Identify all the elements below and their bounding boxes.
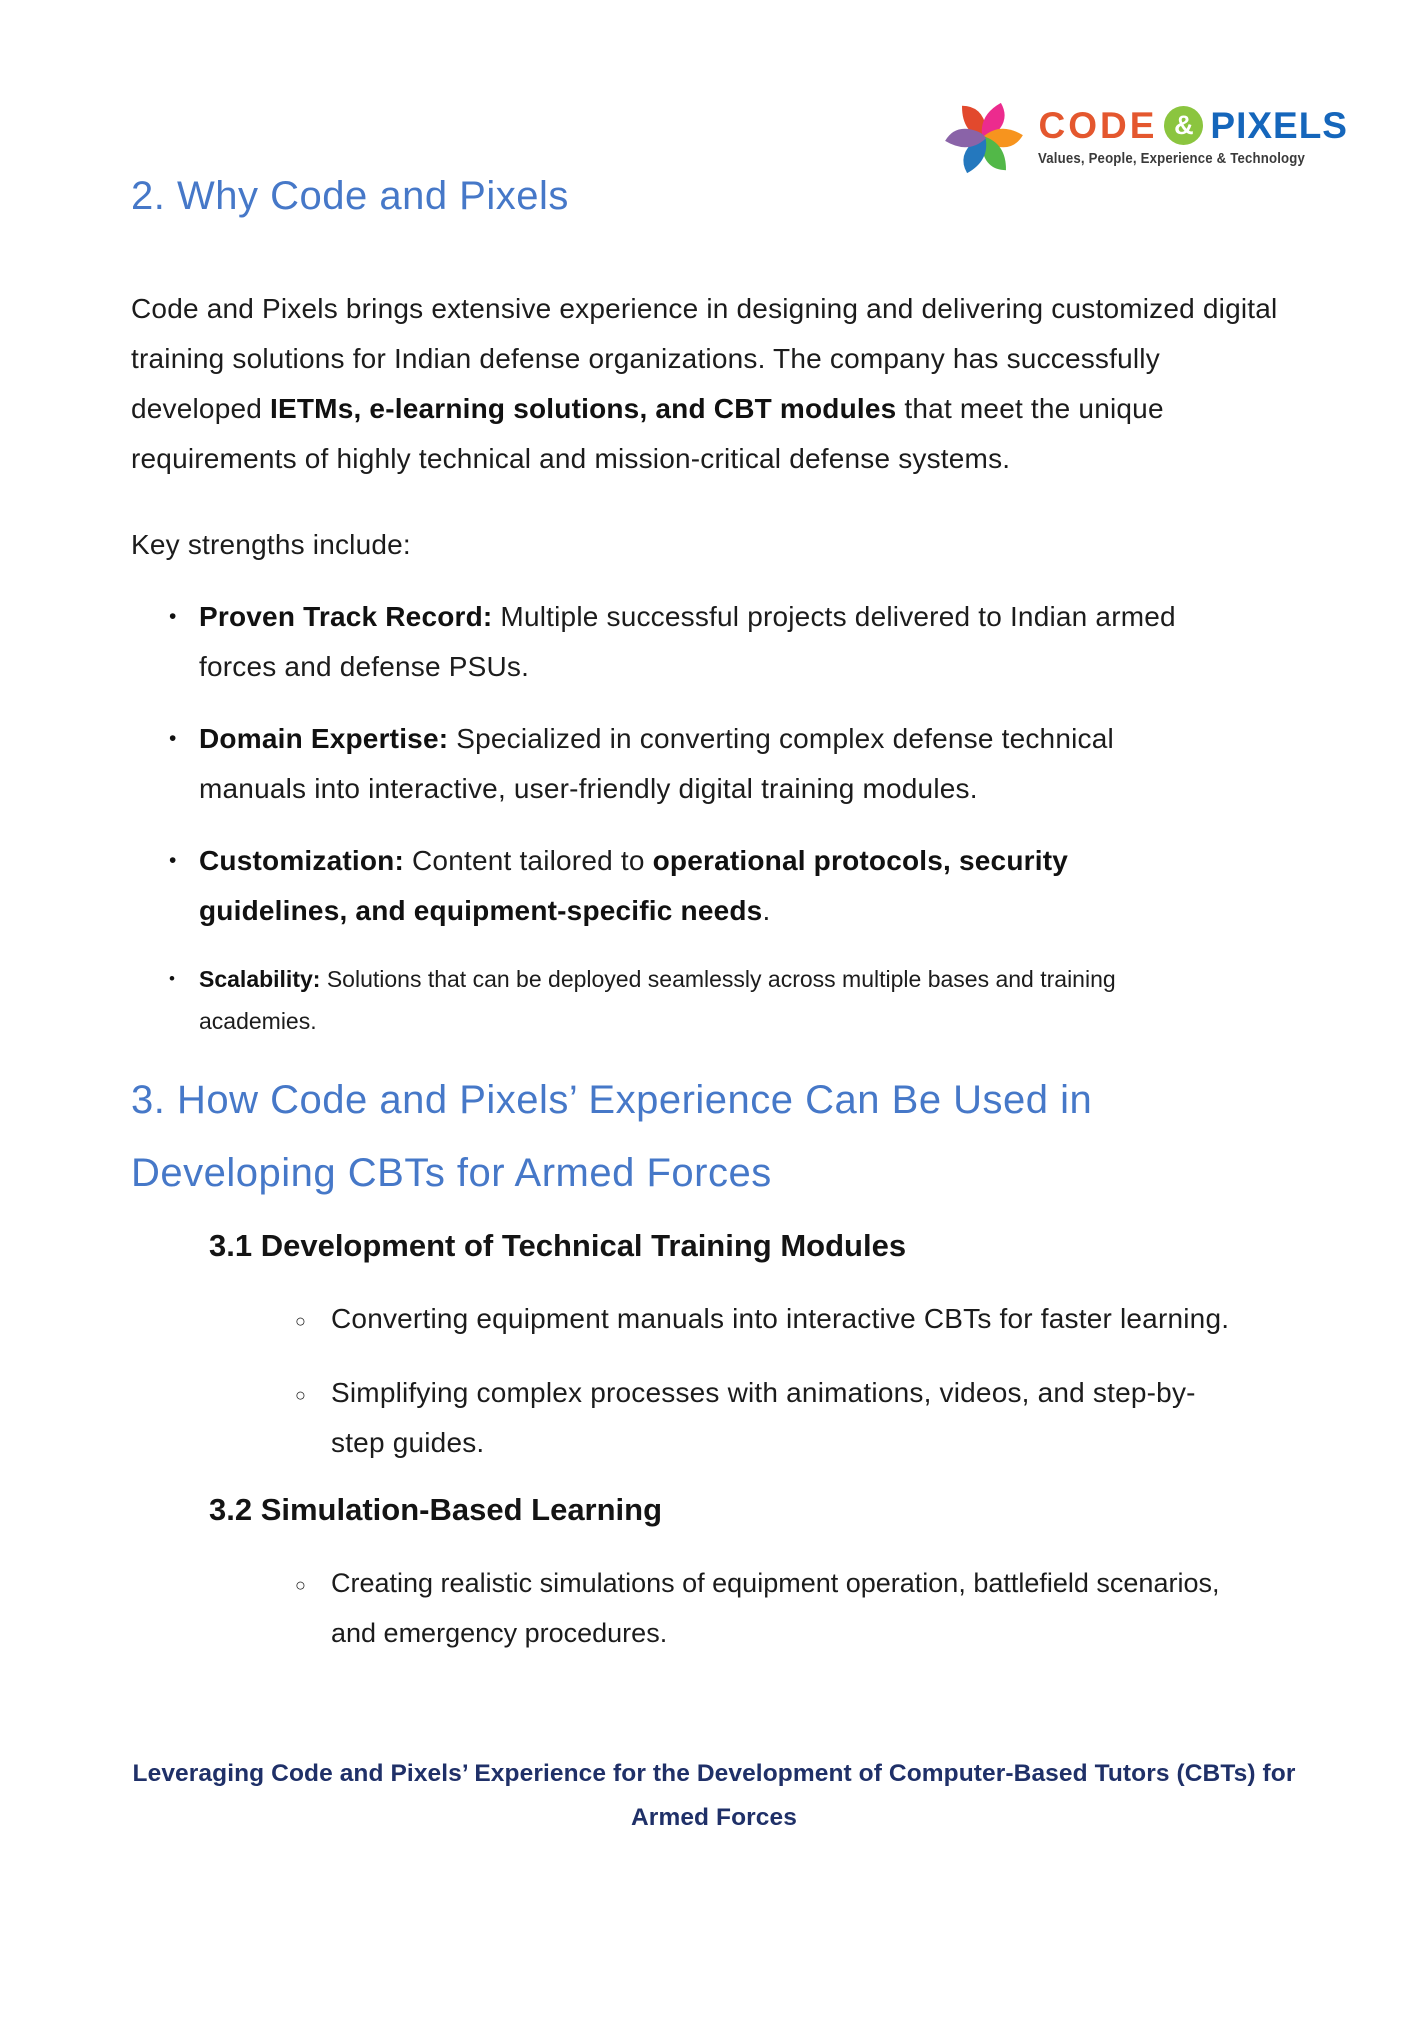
strength-text: Multiple successful projects delivered to Indian armed forces and defense PSUs. bbox=[199, 601, 1176, 682]
brand-code: CODE bbox=[1038, 105, 1158, 146]
strength-lead: Scalability: bbox=[199, 966, 321, 992]
circle-bullet-icon: ○ bbox=[295, 1575, 306, 1595]
sub-bullet-item bbox=[295, 1294, 1291, 1346]
circle-bullet-icon: ○ bbox=[295, 1311, 307, 1331]
section-3-heading bbox=[131, 1064, 1291, 1210]
logo-text bbox=[1038, 92, 1348, 167]
footer-line2: Armed Forces bbox=[631, 1804, 797, 1831]
pinwheel-icon bbox=[938, 92, 1030, 184]
sub-bullet-item bbox=[295, 1368, 1291, 1468]
circle-bullet-icon: ○ bbox=[295, 1385, 307, 1405]
company-logo bbox=[938, 92, 1348, 184]
intro-text-after: that meet the unique requirements of highly technical and mission-critical defense systems. bbox=[131, 393, 1164, 474]
brand-ampersand-badge: & bbox=[1164, 106, 1203, 145]
intro-bold-segment: IETMs, e-learning solutions, and CBT modules bbox=[270, 393, 897, 424]
strength-text: Content tailored to bbox=[404, 845, 653, 876]
bullet-icon: • bbox=[169, 727, 177, 750]
section-3-heading-line1: 3. How Code and Pixels’ Experience Can Be Used in bbox=[131, 1078, 1093, 1122]
section-3-heading-line2: Developing CBTs for Armed Forces bbox=[131, 1151, 772, 1195]
strength-item-proven-track-record bbox=[131, 592, 1291, 692]
strength-item-scalability bbox=[131, 958, 1291, 1042]
sub-bullet-text: Simplifying complex processes with animations, videos, and step-by-step guides. bbox=[331, 1377, 1196, 1458]
strength-item-customization bbox=[131, 836, 1291, 936]
subsection-3-1-list bbox=[295, 1294, 1291, 1468]
subsection-3-2-list bbox=[295, 1558, 1291, 1658]
footer-line1: Leveraging Code and Pixels’ Experience for the Development of Computer-Based Tutors (CBTs) for bbox=[132, 1760, 1296, 1787]
subsection-3-1-title: 3.1 Development of Technical Training Modules bbox=[209, 1228, 907, 1263]
strength-text: Solutions that can be deployed seamlessly across multiple bases and training academies. bbox=[199, 966, 1116, 1034]
sub-bullet-item bbox=[295, 1558, 1291, 1658]
bullet-icon: • bbox=[169, 849, 177, 872]
sub-bullet-text: Converting equipment manuals into interactive CBTs for faster learning. bbox=[331, 1303, 1230, 1334]
strength-tail: . bbox=[762, 895, 771, 926]
strength-lead: Domain Expertise: bbox=[199, 723, 449, 754]
intro-paragraph bbox=[131, 284, 1291, 484]
bullet-icon: • bbox=[169, 605, 177, 628]
strength-bold-segment: operational protocols, security guidelines, and equipment-specific needs bbox=[199, 845, 1068, 926]
strength-text: Specialized in converting complex defense technical manuals into interactive, user-friendly digital training modules. bbox=[199, 723, 1114, 804]
key-strengths-list bbox=[131, 592, 1291, 1042]
subsection-3-2-title: 3.2 Simulation-Based Learning bbox=[209, 1492, 663, 1527]
brand-pixels: PIXELS bbox=[1210, 105, 1348, 146]
logo-tagline: Values, People, Experience & Technology bbox=[1038, 150, 1306, 167]
sub-bullet-text: Creating realistic simulations of equipment operation, battlefield scenarios, and emergency procedures. bbox=[331, 1568, 1220, 1648]
bullet-icon: • bbox=[169, 969, 175, 988]
section-2-heading: 2. Why Code and Pixels bbox=[131, 174, 569, 218]
intro-text-before: Code and Pixels brings extensive experience in designing and delivering customized digital training solutions for Indian defense organizations. The company has successfully developed bbox=[131, 293, 1278, 424]
strength-lead: Proven Track Record: bbox=[199, 601, 493, 632]
document-footer-title bbox=[0, 1752, 1428, 1840]
strength-lead: Customization: bbox=[199, 845, 405, 876]
key-strengths-label: Key strengths include: bbox=[131, 529, 411, 560]
document-body bbox=[131, 172, 1291, 1680]
strength-item-domain-expertise bbox=[131, 714, 1291, 814]
